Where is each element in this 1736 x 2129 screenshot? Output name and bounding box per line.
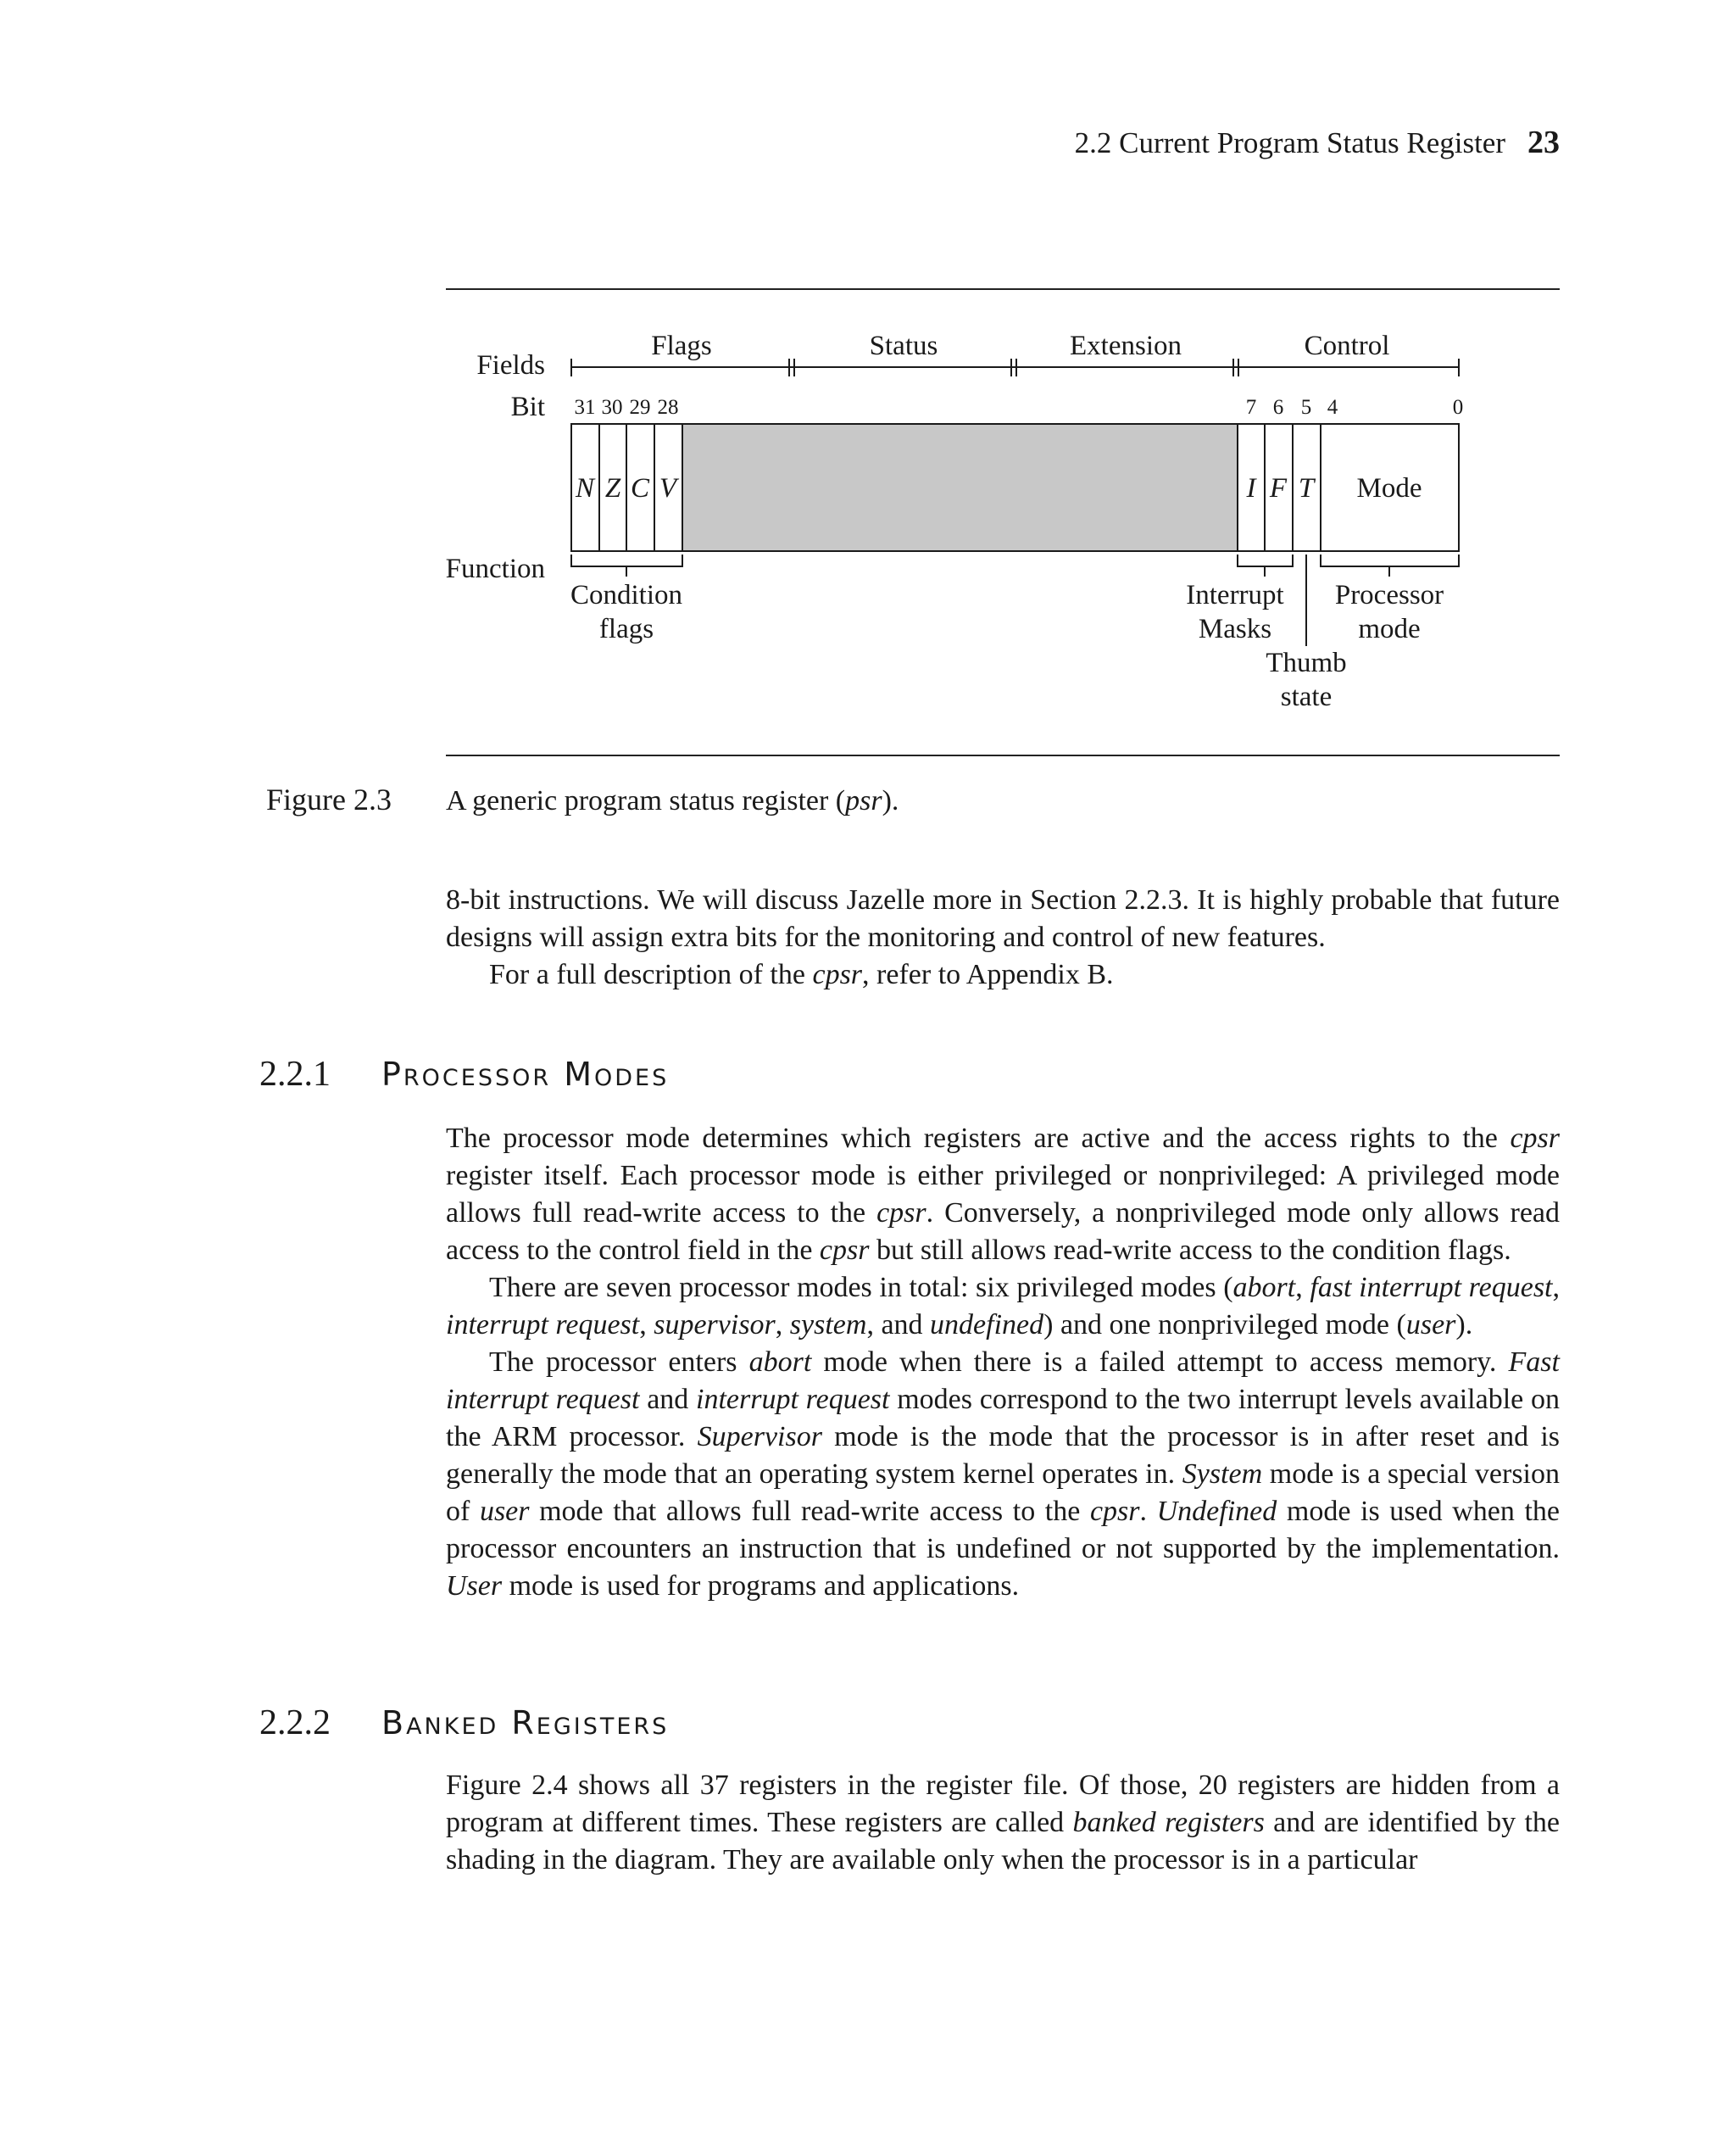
text-run: mode when there is a failed attempt to access memory. (811, 1346, 1509, 1378)
text-run: , and (866, 1309, 931, 1340)
italic-term: abort (748, 1346, 812, 1378)
field-label-control: Control (1304, 331, 1390, 361)
section-title: Processor Modes (381, 1056, 670, 1093)
mode-cell: Mode (1356, 473, 1422, 504)
running-head-section: 2.2 Current Program Status Register (1074, 126, 1505, 159)
italic-term: Supervisor (697, 1421, 822, 1452)
function-condition-flags-line2: flags (598, 614, 654, 644)
bit-number-31: 31 (574, 396, 596, 419)
italic-term: Fast interrupt request (446, 1346, 1560, 1415)
intro-line2-after: , refer to Appendix B. (862, 959, 1114, 990)
paragraph (446, 1767, 1560, 1879)
bit-number-7: 7 (1245, 396, 1257, 419)
bit-number-6: 6 (1272, 396, 1284, 419)
text-run: , (1295, 1272, 1310, 1303)
text-run: mode is used for programs and applications. (502, 1570, 1020, 1602)
text-run: , (639, 1309, 654, 1340)
text-run: but still allows read-write access to the condition flags. (869, 1234, 1511, 1266)
caption-text-after: ). (882, 785, 899, 816)
bit-number-30: 30 (601, 396, 623, 419)
function-brackets (571, 555, 1459, 646)
caption-italic: psr (845, 785, 882, 816)
bit-number-4: 4 (1327, 396, 1338, 419)
italic-term: Undefined (1156, 1496, 1277, 1527)
flag-cell-v: V (659, 473, 677, 504)
paragraph (446, 1344, 1560, 1605)
function-interrupt-masks-line1: Interrupt (1186, 580, 1284, 610)
italic-term: System (1182, 1458, 1263, 1490)
text-run: . (1139, 1496, 1157, 1527)
text-run: ) and one nonprivileged mode ( (1043, 1309, 1406, 1340)
italic-term: User (446, 1570, 503, 1602)
section-title: Banked Registers (381, 1704, 670, 1742)
function-processor-mode-line1: Processor (1334, 580, 1444, 610)
text-run: Figure 2.4 shows all 37 registers in the register file. Of those, 20 registers are hidden from a program at different times. These registers are called (446, 1770, 1560, 1838)
function-row-label: Function (445, 554, 545, 584)
italic-term: supervisor (654, 1309, 776, 1340)
page-number: 23 (1527, 125, 1560, 160)
control-cell-i: I (1246, 473, 1256, 504)
function-thumb-state-line2: state (1280, 682, 1333, 712)
caption-text-before: A generic program status register ( (446, 785, 846, 816)
function-thumb-state-line1: Thumb (1266, 648, 1347, 678)
italic-term: interrupt request (446, 1309, 640, 1340)
text-run: , (775, 1309, 790, 1340)
paragraph (446, 1120, 1560, 1269)
text-run: The processor mode determines which registers are active and the access rights to the (446, 1123, 1511, 1154)
section-heading-2-2-2 (259, 1703, 669, 1743)
intro-line2-before: For a full description of the (489, 959, 813, 990)
bit-number-28: 28 (657, 396, 679, 419)
text-run: mode that allows full read-write access to the (529, 1496, 1090, 1527)
control-cell-f: F (1269, 473, 1288, 504)
intro-line2-italic: cpsr (812, 959, 863, 990)
section-number: 2.2.1 (259, 1055, 331, 1094)
section-2-2-2-body (446, 1767, 1560, 1879)
italic-term: system (789, 1309, 867, 1340)
italic-term: cpsr (876, 1197, 926, 1229)
intro-line1: 8-bit instructions. We will discuss Jazelle more in Section 2.2.3. It is highly probable that future designs will assign extra bits for the monitoring and control of new features. (446, 884, 1560, 953)
text-run: There are seven processor modes in total: six privileged modes ( (489, 1272, 1233, 1303)
section-number: 2.2.2 (259, 1703, 331, 1742)
paragraph (446, 1269, 1560, 1344)
function-interrupt-masks-line2: Masks (1198, 614, 1272, 644)
intro-line2 (446, 956, 1560, 994)
function-condition-flags-line1: Condition (570, 580, 683, 610)
text-run: . Conversely, a nonprivileged mode only allows read access to the control field in the (446, 1197, 1561, 1266)
italic-term: user (479, 1496, 530, 1527)
flag-cell-z: Z (604, 473, 621, 504)
field-label-extension: Extension (1070, 331, 1182, 361)
bit-number-5: 5 (1300, 396, 1312, 419)
text-run: mode is the mode that the processor is in after reset and is generally the mode that an operating system kernel operates in. (446, 1421, 1560, 1490)
bit-number-29: 29 (629, 396, 651, 419)
field-label-flags: Flags (651, 331, 712, 361)
intro-paragraph (446, 882, 1560, 994)
italic-term: undefined (930, 1309, 1044, 1340)
italic-term: banked registers (1072, 1807, 1265, 1838)
text-run: register itself. Each processor mode is either privileged or nonprivileged: A privileged mode allows full read-write access to the (446, 1160, 1560, 1229)
text-run: and are identified by the shading in the diagram. They are available only when the processor is in a particular (446, 1807, 1561, 1875)
italic-term: interrupt request (696, 1384, 890, 1415)
section-2-2-1-body (446, 1120, 1560, 1605)
section-heading-2-2-1 (259, 1054, 669, 1095)
fields-row-label: Fields (476, 350, 545, 381)
italic-term: user (1405, 1309, 1456, 1340)
figure-label: Figure 2.3 (266, 783, 392, 816)
figure-caption (446, 785, 899, 817)
flag-cell-n: N (575, 473, 595, 504)
text-run: The processor enters (489, 1346, 749, 1378)
field-span-lines (571, 359, 1459, 376)
flag-cell-c: C (630, 473, 650, 504)
reserved-bits-area (682, 425, 1238, 550)
text-run: and (639, 1384, 697, 1415)
italic-term: cpsr (1089, 1496, 1140, 1527)
text-run: ). (1455, 1309, 1473, 1340)
italic-term: cpsr (819, 1234, 870, 1266)
text-run: mode is a special version of (446, 1458, 1560, 1527)
italic-term: cpsr (1510, 1123, 1560, 1154)
function-processor-mode-line2: mode (1358, 614, 1421, 644)
italic-term: fast interrupt request (1310, 1272, 1553, 1303)
text-run: , (1552, 1272, 1560, 1303)
italic-term: abort (1232, 1272, 1296, 1303)
field-label-status: Status (869, 331, 938, 361)
bit-row-label: Bit (510, 392, 545, 422)
bit-number-0: 0 (1452, 396, 1464, 419)
text-run: modes correspond to the two interrupt levels available on the ARM processor. (446, 1384, 1560, 1452)
control-cell-t: T (1298, 473, 1315, 504)
text-run: mode is used when the processor encounters an instruction that is undefined or not supported by the implementation. (446, 1496, 1561, 1564)
